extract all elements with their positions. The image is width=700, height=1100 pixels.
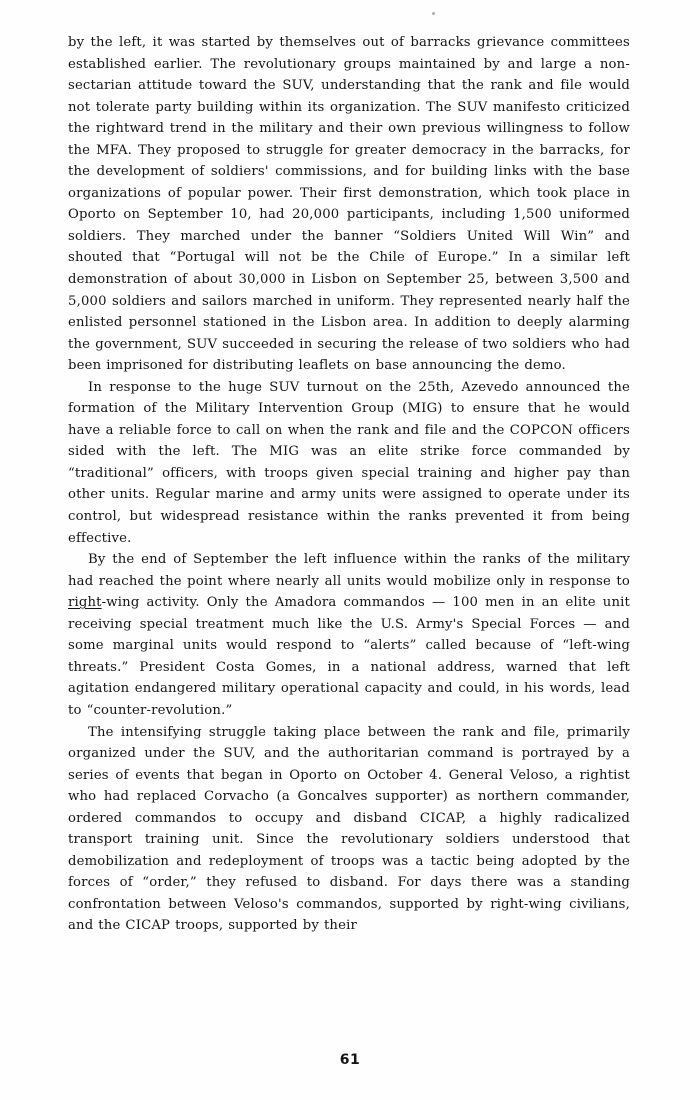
paragraph-1: by the left, it was started by themselves out of barracks grievance committees established earlier. The revolutionary groups maintained by and large a non-sectarian attitude toward the SUV, understanding that the rank and file would not tolerate party building within its organization. The SUV manifesto criticized the rightward trend in the military and their own previous willingness to follow the MFA. They proposed to struggle for greater democracy in the barracks, for the development of soldiers' commissions, and for building links with the base organizations of popular power. Their first demonstration, which took place in Oporto on September 10, had 20,000 participants, including 1,500 uniformed soldiers. They marched under the banner “Soldiers United Will Win” and shouted that “Portugal will not be the Chile of Europe.” In a similar left demonstration of about 30,000 in Lisbon on September 25, between 3,500 and 5,000 soldiers and sailors marched in uniform. They represented nearly half the enlisted personnel stationed in the Lisbon area. In addition to deeply alarming the government, SUV succeeded in securing the release of two soldiers who had been imprisoned for distributing leaflets on base announcing the demo. (68, 35, 630, 374)
page-speck (432, 12, 435, 15)
document-body (68, 32, 630, 937)
paragraph-2: In response to the huge SUV turnout on the 25th, Azevedo announced the formation of the Military Intervention Group (MIG) to ensure that he would have a reliable force to call on when the rank and file and the COPCON officers sided with the left. The MIG was an elite strike force commanded by “traditional” officers, with troops given special training and higher pay than other units. Regular marine and army units were assigned to operate under its control, but widespread resistance within the ranks prevented it from being effective. (68, 379, 630, 546)
paragraph-3 (68, 549, 630, 721)
paragraph-4: The intensifying struggle taking place between the rank and file, primarily organized under the SUV, and the authoritarian command is portrayed by a series of events that began in Oporto on October 4. General Veloso, a rightist who had replaced Corvacho (a Goncalves supporter) as northern commander, ordered commandos to occupy and disband CICAP, a highly radicalized transport training unit. Since the revolutionary soldiers understood that demobilization and redeployment of troops was a tactic being adopted by the forces of “order,” they refused to disband. For days there was a standing confrontation between Veloso's commandos, supported by right-wing civilians, and the CICAP troops, supported by their (68, 724, 630, 934)
paragraph-3-underlined-word: right (68, 595, 102, 611)
page-number: 61 (339, 1052, 361, 1068)
paragraph-3-part-2: -wing activity. Only the Amadora commandos — 100 men in an elite unit receiving special treatment much like the U.S. Army's Special Forces — and some marginal units would respond to “alerts” called because of “left-wing threats.” President Costa Gomes, in a national address, warned that left agitation endangered military operational capacity and could, in his words, lead to “counter-revolution.” (68, 595, 630, 718)
paragraph-3-part-1: By the end of September the left influence within the ranks of the military had reached the point where nearly all units would mobilize only in response to (68, 552, 630, 589)
